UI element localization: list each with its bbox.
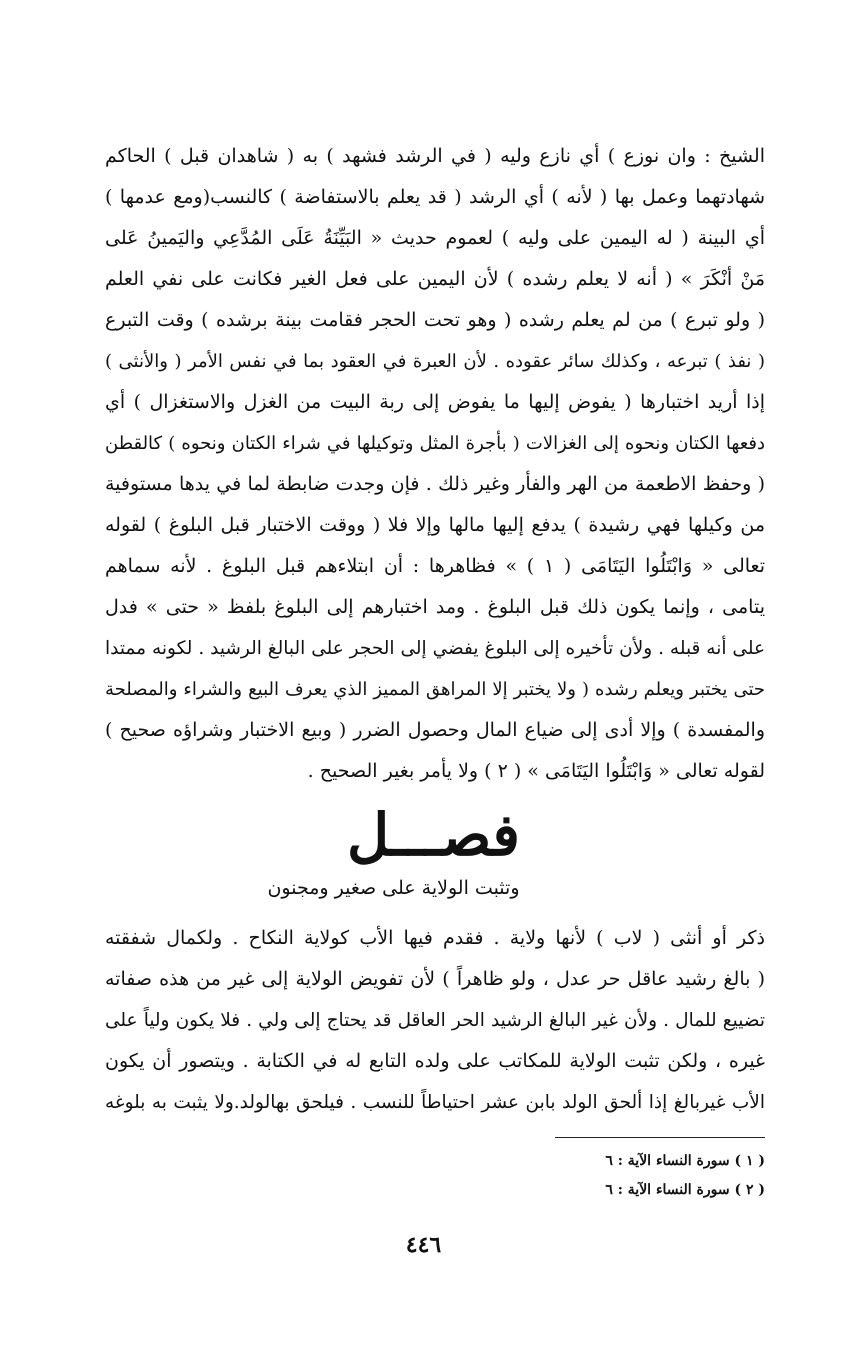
text-line: ( ولو تبرع ) من لم يعلم رشده ( وهو تحت الحجر فقامت بينة برشده ) وقت التبرع [105, 309, 765, 331]
text-line: على أنه قبله . ولأن تأخيره إلى البلوغ يفضي إلى الحجر على البالغ الرشيد . لكونه ممتدا [105, 638, 765, 659]
footnote-item: ( ١ ) سورة النساء الآية : ٦ [605, 1153, 765, 1169]
text-line: حتى يختبر ويعلم رشده ( ولا يختبر إلا المراهق المميز الذي يعرف البيع والشراء والمصلحة [105, 679, 765, 700]
section-text-body [105, 918, 765, 1123]
footnote-item: ( ٢ ) سورة النساء الآية : ٦ [605, 1182, 765, 1198]
main-text-body [105, 136, 765, 792]
section-heading: فصـــل [347, 801, 520, 869]
text-line: أي البينة ( له اليمين على وليه ) لعموم حديث « البَيِّنَةُ عَلَى المُدَّعِي واليَمينُ عَلى [105, 227, 765, 249]
text-line: إذا أريد اختبارها ( يفوض إليها ما يفوض إلى ربة البيت من الغزل والاستغزال ) أي [105, 391, 765, 413]
text-line: يتامى ، وإنما يكون ذلك قبل البلوغ . ومد اختبارهم إلى البلوغ بلفظ « حتى » فدل [105, 596, 765, 618]
text-line: ( نفذ ) تبرعه ، وكذلك سائر عقوده . لأن العبرة في العقود بما في نفس الأمر ( والأنثى ) [105, 351, 765, 372]
text-line: دفعها الكتان ونحوه إلى الغزالات ( بأجرة المثل وتوكيلها في شراء الكتان ونحوه ) كالقطن [105, 433, 765, 454]
text-line: ( وحفظ الاطعمة من الهر والفأر وغير ذلك . فإن وجدت ضابطة لما في يدها مستوفية [105, 473, 765, 495]
section-subheading: وتثبت الولاية على صغير ومجنون [267, 877, 520, 899]
text-line: ( بالغ رشيد عاقل حر عدل ، ولو ظاهراً ) لأن تفويض الولاية إلى غير من هذه صفاته [105, 968, 765, 990]
text-line: لقوله تعالى « وَابْتَلُوا اليَتَامَى » ( ٢ ) ولا يأمر بغير الصحيح . [307, 760, 765, 782]
footnote-divider [555, 1137, 765, 1138]
text-line: الأب غيربالغ إذا ألحق الولد بابن عشر احتياطاً للنسب . فيلحق بهالولد.ولا يثبت به بلوغه [105, 1092, 765, 1113]
text-line: ذكر أو أنثى ( لاب ) لأنها ولاية . فقدم فيها الأب كولاية النكاح . ولكمال شفقته [105, 927, 765, 949]
text-line: مَنْ أنْكَرَ » ( أنه لا يعلم رشده ) لأن اليمين على فعل الغير فكانت على نفي العلم [105, 268, 765, 290]
text-line: من وكيلها فهي رشيدة ) يدفع إليها مالها وإلا فلا ( ووقت الاختبار قبل البلوغ ) لقوله [105, 514, 765, 536]
text-line: والمفسدة ) وإلا أدى إلى ضياع المال وحصول الضرر ( وبيع الاختبار وشراؤه صحيح ) [105, 719, 765, 741]
text-line: الشيخ : وان نوزع ) أي نازع وليه ( في الرشد فشهد ) به ( شاهدان قبل ) الحاكم [105, 145, 765, 167]
text-line: غيره ، ولكن تثبت الولاية للمكاتب على ولده التابع له في الكتابة . ويتصور أن يكون [105, 1050, 765, 1072]
text-line: شهادتهما وعمل بها ( لأنه ) أي الرشد ( قد يعلم بالاستفاضة ) كالنسب(ومع عدمها ) [105, 186, 765, 208]
page-number: ٤٤٦ [405, 1232, 442, 1258]
text-line: تضييع للمال . ولأن غير البالغ الرشيد الحر العاقل قد يحتاج إلى ولي . فلا يكون ولياً على [105, 1010, 765, 1031]
text-line: تعالى « وَابْتَلُوا اليَتَامَى ( ١ ) » فظاهرها : أن ابتلاءهم قبل البلوغ . لأنه سماهم [105, 555, 765, 577]
footnotes [465, 1147, 765, 1205]
